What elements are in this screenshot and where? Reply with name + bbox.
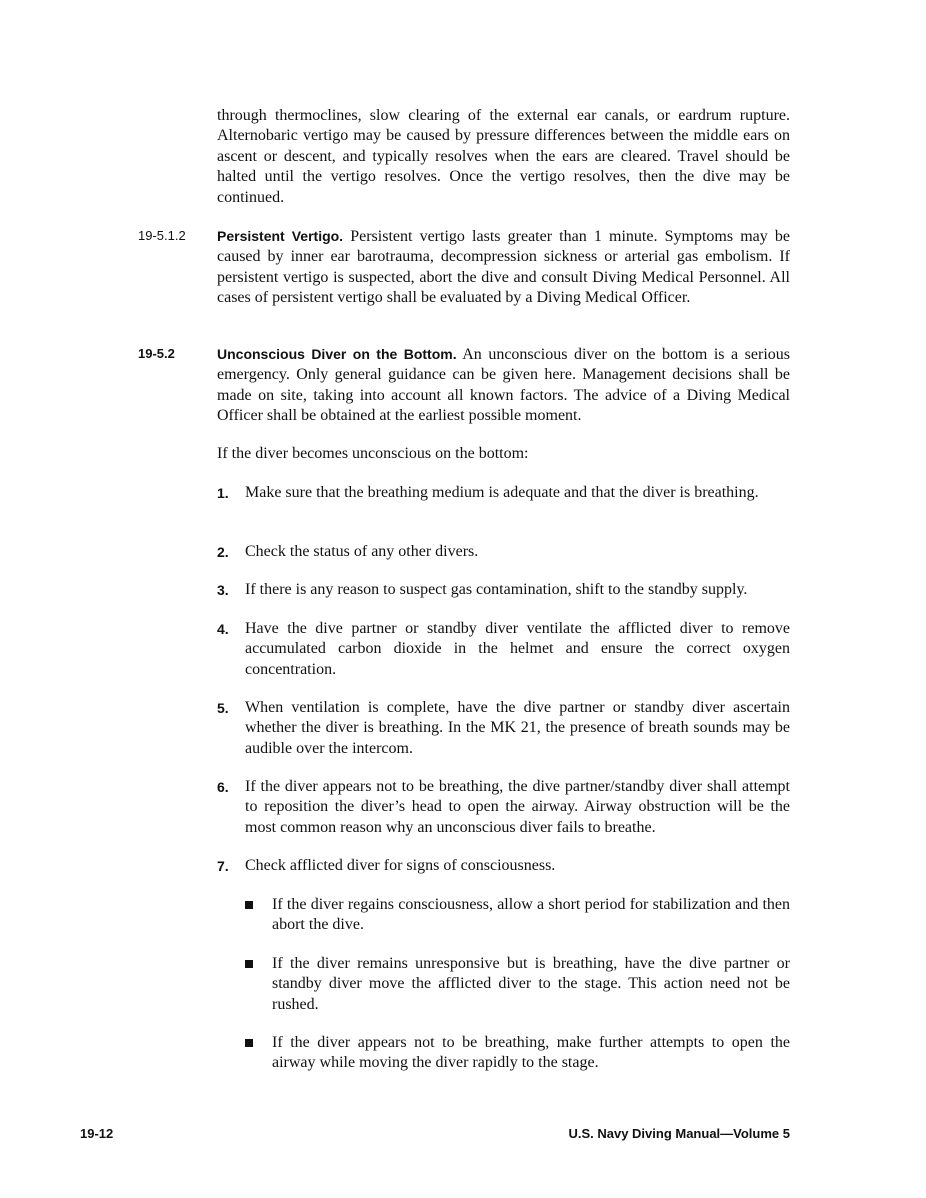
section-body: Persistent vertigo lasts greater than 1 minute. Symptoms may be caused by inner ear barotrauma, decompression sickness or arterial gas embolism. If persistent vertigo is suspected, abort the dive and consult Diving Medical Personnel. All cases of persistent vertigo shall be evaluated by a Diving Medical Officer. [217, 228, 790, 307]
bullet-square-icon [245, 1039, 253, 1047]
list-item-number: 2. [217, 544, 229, 560]
footer-page-number: 19-12 [80, 1126, 114, 1141]
list-item-text: If there is any reason to suspect gas contamination, shift to the standby supply. [245, 581, 748, 598]
list-item-text: Check the status of any other divers. [245, 543, 479, 560]
section-body: An unconscious diver on the bottom is a serious emergency. Only general guidance can be given here. Management decisions shall be made on site, taking into account all known factors. The advice of a Diving Medical Officer shall be obtained at the earliest possible moment. [217, 346, 790, 425]
list-item-number: 5. [217, 700, 229, 716]
list-item-number: 7. [217, 858, 229, 874]
list-item-text: When ventilation is complete, have the dive partner or standby diver ascertain whether the diver is breathing. In the MK 21, the presence of breath sounds may be audible over the intercom. [245, 699, 790, 757]
list-item-text: Check afflicted diver for signs of consciousness. [245, 857, 556, 874]
list-item-text: If the diver appears not to be breathing, the dive partner/standby diver shall attempt to reposition the diver’s head to open the airway. Airway obstruction will be the most common reason why an unconscious diver fails to breathe. [245, 778, 790, 836]
bullet-text: If the diver remains unresponsive but is breathing, have the dive partner or standby diver move the afflicted diver to the stage. This action need not be rushed. [272, 955, 790, 1013]
list-item-text: Have the dive partner or standby diver ventilate the afflicted diver to remove accumulated carbon dioxide in the helmet and ensure the correct oxygen concentration. [245, 620, 790, 678]
bullet-text: If the diver regains consciousness, allow a short period for stabilization and then abort the dive. [272, 896, 790, 934]
list-item-number: 4. [217, 621, 229, 637]
bullet-square-icon [245, 901, 253, 909]
section-number-19-5-1-2: 19-5.1.2 [138, 228, 186, 243]
section-persistent-vertigo [217, 226, 790, 309]
intro-paragraph: through thermoclines, slow clearing of the external ear canals, or eardrum rupture. Alternobaric vertigo may be caused by pressure differences between the middle ears on ascent or descent, and typically resolves when the ears are cleared. Travel should be halted until the vertigo resolves. Once the vertigo resolves, then the dive may be continued. [217, 107, 790, 206]
list-item-number: 1. [217, 485, 229, 501]
bullet-text: If the diver appears not to be breathing, make further attempts to open the airway while moving the diver rapidly to the stage. [272, 1034, 790, 1072]
section-heading: Persistent Vertigo. [217, 228, 344, 244]
section-heading: Unconscious Diver on the Bottom. [217, 346, 457, 362]
list-item-number: 6. [217, 779, 229, 795]
section-unconscious-diver [217, 344, 790, 427]
footer-manual-title: U.S. Navy Diving Manual—Volume 5 [568, 1126, 790, 1141]
bullet-square-icon [245, 960, 253, 968]
list-item-text: Make sure that the breathing medium is adequate and that the diver is breathing. [245, 484, 759, 501]
list-lead-text: If the diver becomes unconscious on the bottom: [217, 445, 529, 462]
section-number-19-5-2: 19-5.2 [138, 346, 175, 361]
list-item-number: 3. [217, 582, 229, 598]
